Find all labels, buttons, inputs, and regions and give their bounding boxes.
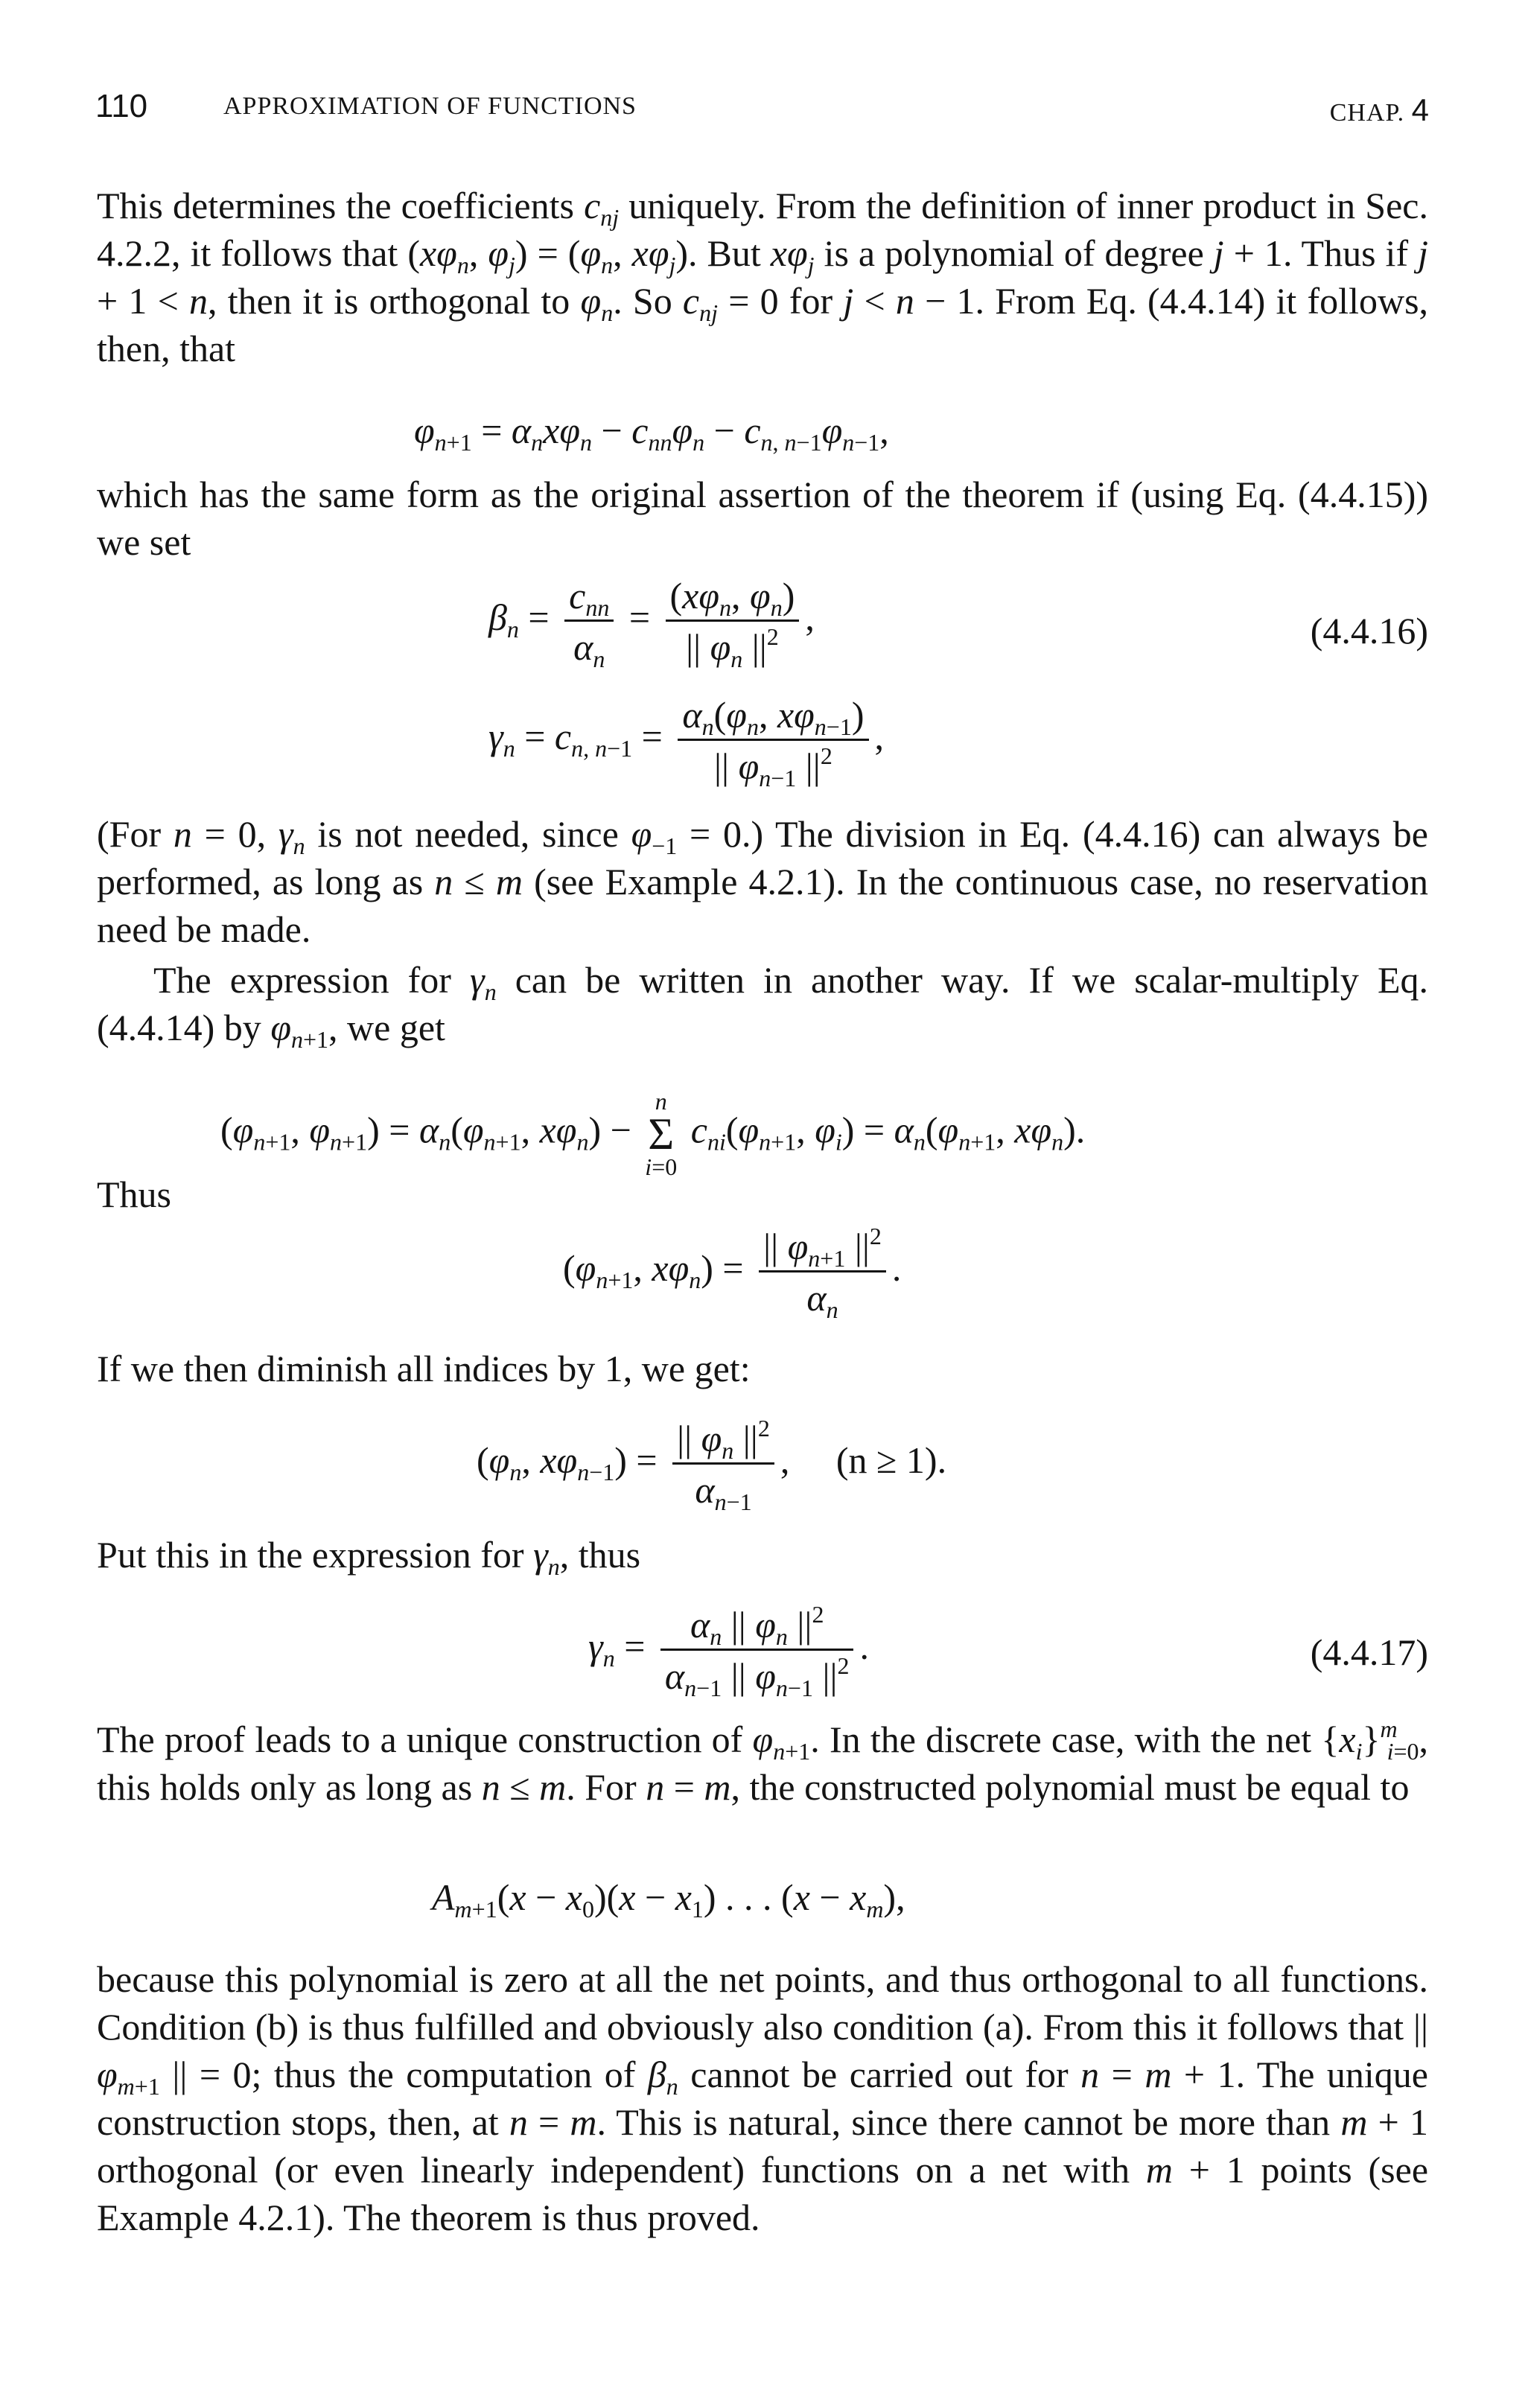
text-run: is a polynomial of degree: [814, 232, 1214, 274]
text-run: The expression for: [153, 959, 470, 1001]
text-run: . The unique construction stops, then, at: [97, 2054, 1428, 2143]
running-header: [95, 88, 1430, 133]
equation-beta-n: $\beta_n$ = $\frac{c_{nn}}{\alpha_n}$ = $\frac{(x\varphi_n, \varphi_n)}{|| \varphi_n ||^2}$ ,: [488, 575, 815, 672]
paragraph-diminish-indices: If we then diminish all indices by 1, we get:: [97, 1348, 751, 1389]
text-run: because this polynomial is zero at all the net points, and thus orthogonal to all functions. Condition (b) is thus fulfilled and obviously also condition (a). From this it follows that: [97, 1958, 1428, 2048]
paragraph-put-this: Put this in the expression for $\gamma_n$, thus: [97, 1534, 641, 1580]
text-run: uniquely. From the definition of inner product in Sec. 4.2.2, it follows that: [97, 185, 1428, 274]
text-run: The proof leads to a unique construction of: [97, 1719, 753, 1760]
text-run: ; thus the computation of: [251, 2054, 648, 2095]
paragraph-expression-gamma: The expression for $\gamma_n$ can be written in another way. If we scalar-multiply Eq. (4.4.14) by $\varphi_{n+1}$, we get: [97, 959, 1428, 1053]
text-run: , then it is orthogonal to: [208, 280, 581, 322]
summation: n Σ i=0: [645, 1088, 678, 1180]
text-run: orthogonal (or even linearly independent) functions on a net with: [97, 2149, 1146, 2191]
text-run: . From Eq. (4.4.14) it follows, then, that: [97, 280, 1429, 369]
text-run: cannot be carried out for: [678, 2054, 1081, 2095]
fraction: $\frac{(x\varphi_n, \varphi_n)}{|| \varphi_n ||^2}$: [666, 573, 800, 669]
text-run: . In the discrete case, with the net: [810, 1719, 1322, 1760]
equation-polynomial-product: $A_{m+1}(x - x_0)(x - x_1)$ . . . $(x - x_m)$,: [432, 1876, 905, 1923]
text-run: . For: [566, 1766, 646, 1808]
text-run: for: [778, 280, 844, 322]
fraction: $\frac{c_{nn}}{\alpha_n}$: [564, 573, 614, 669]
text-run: . But: [688, 232, 771, 274]
paragraph-coefficients: This determines the coefficients $c_{nj}$ uniquely. From the definition of inner product in Sec. 4.2.2, it follows that ($x\varphi_n$, $\varphi_j) = (\varphi_n$, $x\varphi_j$). But $x\varphi_j$ is a polynomial of degree j + 1. Thus if j + 1 < n, then it is orthogonal to $\varphi_n$. So $c_{nj} = 0$ for j < n − 1. From Eq. (4.4.14) it follows, then, that: [97, 185, 1429, 369]
paragraph-same-form: which has the same form as the original assertion of the theorem if (using Eq. (4.4.15)) we set: [97, 474, 1428, 563]
equation-recurrence: $\varphi_{n+1} = \alpha_nx\varphi_n - c_{nn}\varphi_n - c_{n, n-1}\varphi_{n-1}$,: [414, 410, 889, 456]
equation-phi-x-phi: ($\varphi_{n+1}$, $x\varphi_n$) = $\frac{|| \varphi_{n+1} ||^2}{\alpha_n}$ .: [563, 1223, 902, 1323]
equation-diminished: ($\varphi_n$, $x\varphi_{n-1}$) = $\frac{|| \varphi_n ||^2}{\alpha_{n-1}}$ , (n ≥ 1).: [477, 1415, 947, 1515]
fraction: $\frac{\alpha_n || \varphi_n ||^2}{\alpha_{n-1} || \varphi_{n-1} ||^2}$: [660, 1602, 854, 1698]
label-thus: Thus: [97, 1173, 171, 1215]
text-run: ) The division in Eq. (4.4.16) can always be performed, as long as: [97, 813, 1428, 902]
text-run: is not needed, since: [305, 813, 631, 855]
equation-scalar-product: ($\varphi_{n+1}$, $\varphi_{n+1}) = \alpha_n(\varphi_{n+1}$, $x\varphi_n) - n$ Σ i=0 $c_{ni}(\varphi_{n+1}$, $\varphi_i) = \alpha_n(\varphi_{n+1}$, $x\varphi_n$).: [220, 1088, 1086, 1180]
equation-number-4-4-17: (4.4.17): [1310, 1631, 1428, 1673]
paragraph-conclusion: because this polynomial is zero at all the net points, and thus orthogonal to all functions. Condition (b) is thus fulfilled and obviously also condition (a). From this it follows that || $\varphi_{m+1}$ || = 0; thus the computation of $\beta_n$ cannot be carried out for n = m + 1. The unique construction stops, then, at n = m. This is natural, since there cannot be more than m + 1 orthogonal (or even linearly independent) functions on a net with m + 1 points (see Example 4.2.1). The theorem is thus proved.: [97, 1958, 1429, 2238]
text-run: This determines the coefficients: [97, 185, 585, 226]
fraction: $\frac{|| \varphi_n ||^2}{\alpha_{n-1}}$: [672, 1416, 774, 1512]
page-number: 110: [95, 88, 148, 124]
text-run: . So: [613, 280, 683, 322]
text-run: points (see Example 4.2.1). The theorem is thus proved.: [97, 2149, 1429, 2238]
fraction: $\frac{\alpha_n(\varphi_n, x\varphi_{n-1})}{|| \varphi_{n-1} ||^2}$: [678, 692, 868, 789]
chapter-label: [1330, 92, 1430, 128]
condition-n-ge-1: (n ≥ 1).: [835, 1439, 947, 1481]
chapter-number: 4: [1411, 92, 1430, 127]
equation-gamma-final: $\gamma_n$ = $\frac{\alpha_n || \varphi_n ||^2}{\alpha_{n-1} || \varphi_{n-1} ||^2}$ .: [588, 1601, 869, 1701]
text-run: , the constructed polynomial must be equal to: [730, 1766, 1410, 1808]
text-run: can be written in another way. If we scalar-multiply Eq. (4.4.14) by: [97, 959, 1428, 1048]
chapter-word: CHAP.: [1329, 99, 1405, 127]
paragraph-proof-construction: The proof leads to a unique construction of $\varphi_{n+1}$. In the discrete case, with the net $\{x_i\}^m_{i=0}$, this holds only as long as n ≤ m. For n = m, the constructed polynomial must be equal to: [97, 1716, 1428, 1808]
paragraph-division: (For n = 0, $\gamma_n$ is not needed, since $\varphi_{-1} = 0$.) The division in Eq. (4.4.16) can always be performed, as long as n ≤ m (see Example 4.2.1). In the continuous case, no reservation need be made.: [97, 813, 1428, 950]
text-run: , thus: [559, 1534, 641, 1576]
text-run: (see Example 4.2.1). In the continuous case, no reservation need be made.: [97, 861, 1428, 950]
text-run: (For: [97, 813, 173, 855]
text-run: . Thus if: [1282, 232, 1419, 274]
equation-number-4-4-16: (4.4.16): [1310, 610, 1428, 652]
running-title: APPROXIMATION OF FUNCTIONS: [223, 92, 637, 120]
text-run: Put this in the expression for: [97, 1534, 534, 1576]
fraction: $\frac{|| \varphi_{n+1} ||^2}{\alpha_n}$: [759, 1224, 886, 1320]
text-run: . This is natural, since there cannot be more than: [596, 2101, 1341, 2143]
equation-gamma-n: $\gamma_n = c_{n, n-1}$ = $\frac{\alpha_n(\varphi_n, x\varphi_{n-1})}{|| \varphi_{n-1} ||^2}$ ,: [488, 694, 884, 791]
text-run: , this holds only as long as: [97, 1719, 1428, 1808]
text-run: , we get: [328, 1007, 445, 1048]
